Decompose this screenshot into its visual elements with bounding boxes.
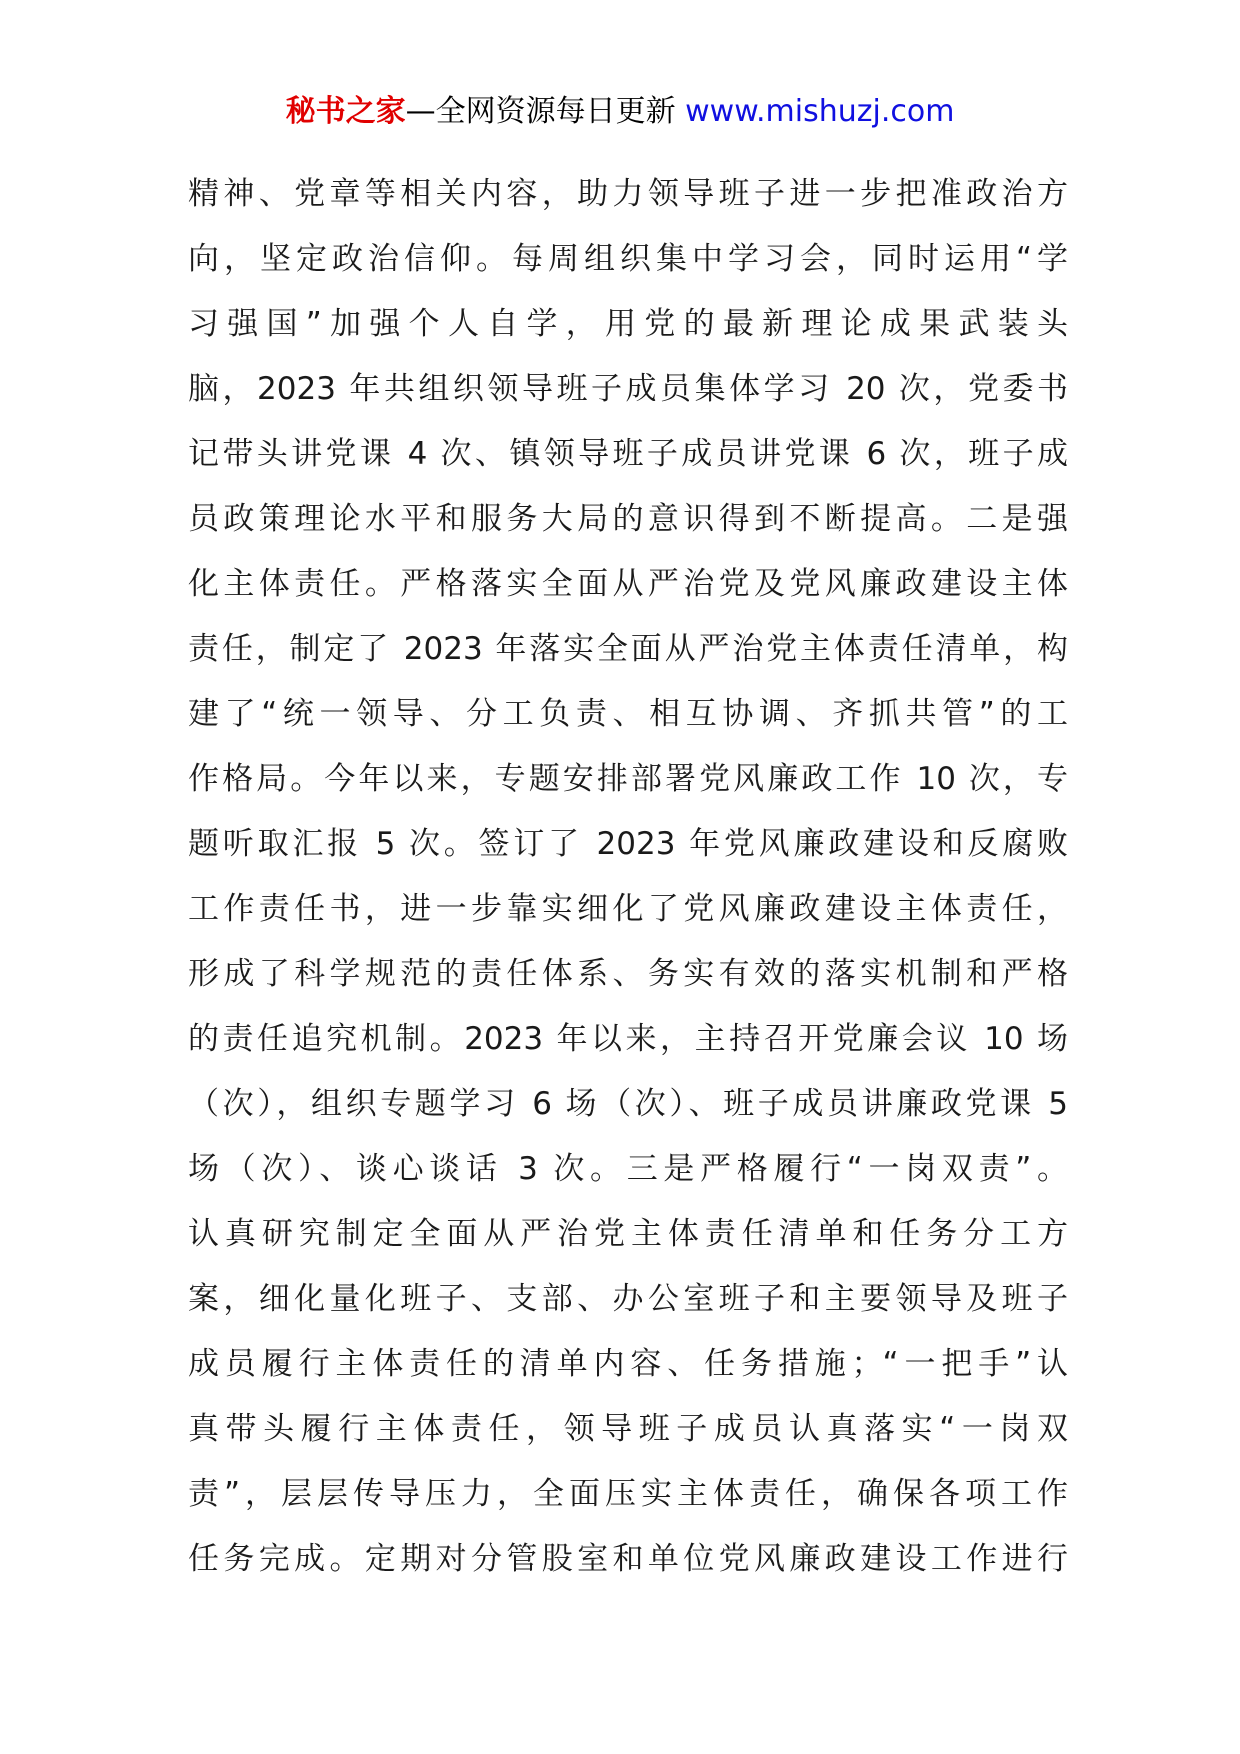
- text-line: 认真研究制定全面从严治党主体责任清单和任务分工方: [188, 1216, 1068, 1252]
- text-line: 案，细化量化班子、支部、办公室班子和主要领导及班子: [188, 1281, 1068, 1317]
- text-line: 场（次）、谈心谈话 3 次。三是严格履行“一岗双责”。: [188, 1151, 1068, 1187]
- text-line: 脑，2023 年共组织领导班子成员集体学习 20 次，党委书: [188, 371, 1068, 407]
- header-slogan: —全网资源每日更新: [405, 94, 686, 129]
- document-body: [188, 162, 1068, 1592]
- text-line: 建了“统一领导、分工负责、相互协调、齐抓共管”的工: [188, 696, 1068, 732]
- text-line: 形成了科学规范的责任体系、务实有效的落实机制和严格: [188, 956, 1068, 992]
- text-line: 化主体责任。严格落实全面从严治党及党风廉政建设主体: [188, 566, 1068, 602]
- brand-name: 秘书之家: [285, 94, 406, 129]
- text-line: 的责任追究机制。2023 年以来，主持召开党廉会议 10 场: [188, 1021, 1068, 1057]
- text-line: 向，坚定政治信仰。每周组织集中学习会，同时运用“学: [188, 241, 1068, 277]
- text-line: 题听取汇报 5 次。签订了 2023 年党风廉政建设和反腐败: [188, 826, 1068, 862]
- text-line: 精神、党章等相关内容，助力领导班子进一步把准政治方: [188, 176, 1068, 212]
- text-line: 成员履行主体责任的清单内容、任务措施；“一把手”认: [188, 1346, 1068, 1382]
- site-header: [0, 92, 1240, 132]
- text-line: 员政策理论水平和服务大局的意识得到不断提高。二是强: [188, 501, 1068, 537]
- site-url-link[interactable]: www.mishuzj.com: [685, 94, 955, 129]
- text-line: 记带头讲党课 4 次、镇领导班子成员讲党课 6 次，班子成: [188, 436, 1068, 472]
- text-line: 作格局。今年以来，专题安排部署党风廉政工作 10 次，专: [188, 761, 1068, 797]
- text-line: 责任，制定了 2023 年落实全面从严治党主体责任清单，构: [188, 631, 1068, 667]
- text-line: 习强国”加强个人自学，用党的最新理论成果武装头: [188, 306, 1068, 342]
- text-line: 责”，层层传导压力，全面压实主体责任，确保各项工作: [188, 1476, 1068, 1512]
- text-line: 工作责任书，进一步靠实细化了党风廉政建设主体责任，: [188, 891, 1068, 927]
- text-line: （次），组织专题学习 6 场（次）、班子成员讲廉政党课 5: [188, 1086, 1068, 1122]
- text-line: 真带头履行主体责任，领导班子成员认真落实“一岗双: [188, 1411, 1068, 1447]
- text-line: 任务完成。定期对分管股室和单位党风廉政建设工作进行: [188, 1541, 1068, 1577]
